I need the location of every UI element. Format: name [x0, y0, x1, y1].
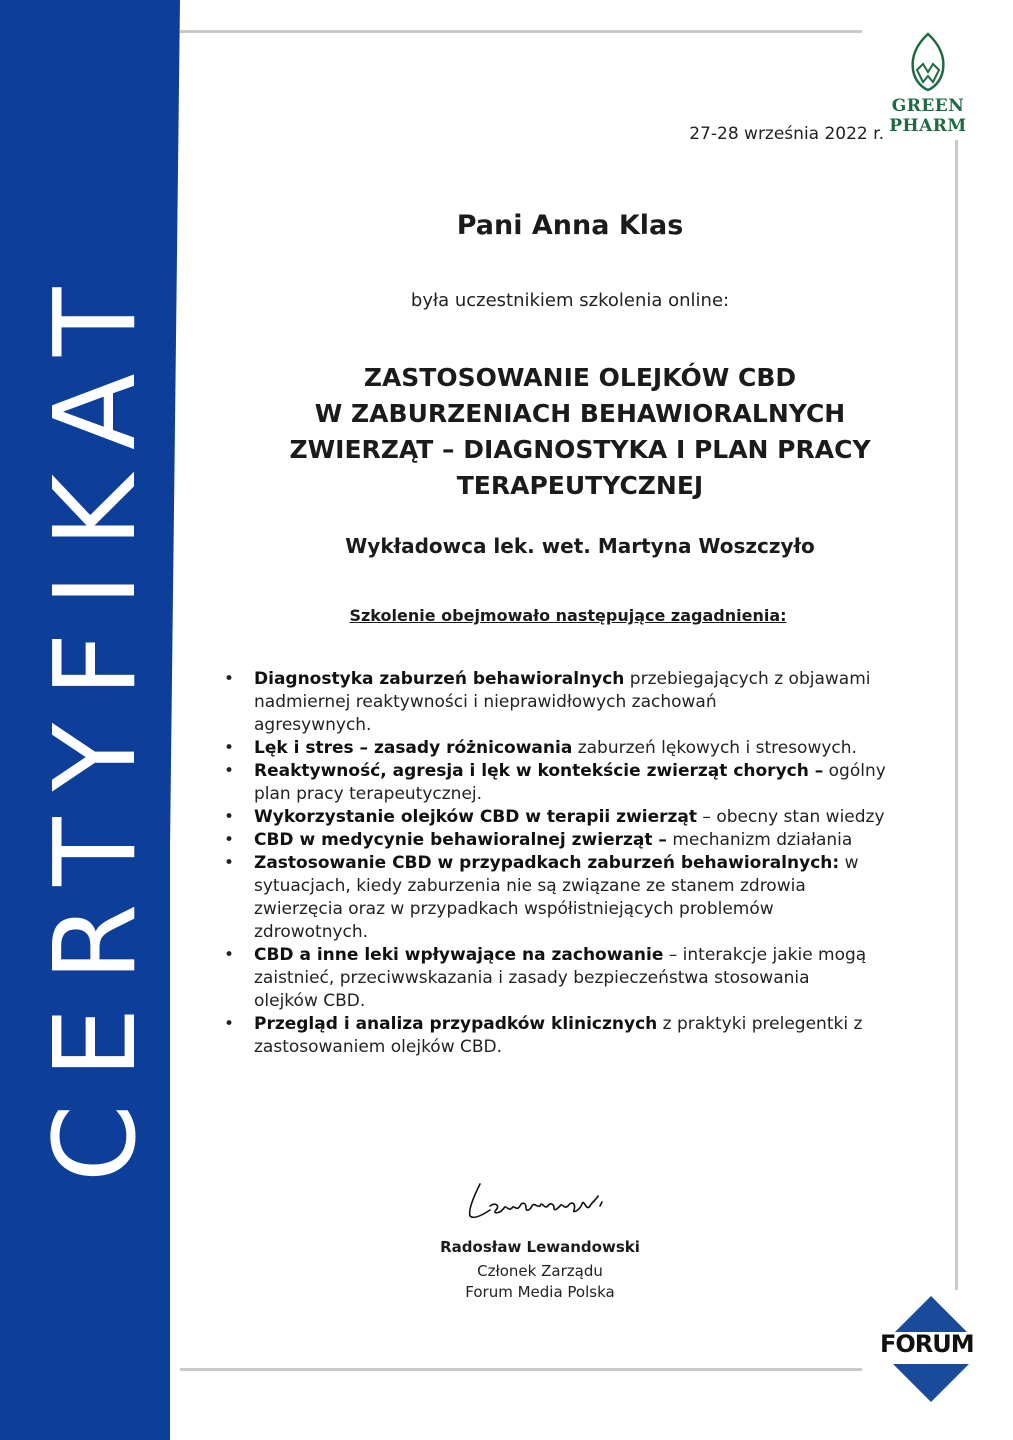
topic-bold: Lęk i stres – zasady różnicowania [254, 738, 573, 758]
topic-bold: Zastosowanie CBD w przypadkach zaburzeń behawioralnych: [254, 853, 840, 873]
topic-text: zaburzeń lękowych i stresowych. [572, 738, 857, 758]
topics-list [224, 668, 904, 1059]
topic-text: – obecny stan wiedzy [697, 807, 885, 827]
topic-text: ogólny plan pracy terapeutycznej. [254, 761, 886, 804]
signer-name: Radosław Lewandowski [440, 1238, 640, 1256]
topic-bold: CBD a inne leki wpływające na zachowanie [254, 945, 664, 965]
lecturer: Wykładowca lek. wet. Martyna Woszczyło [345, 534, 815, 558]
topic-text: – interakcje jakie mogą zaistnieć, przeciwwskazania i zasady bezpieczeństwa stosowania olejków CBD. [254, 945, 867, 1011]
list-item [224, 829, 904, 852]
green-pharm-wordmark: GREEN PHARM [889, 96, 967, 136]
topic-text: mechanizm działania [666, 830, 853, 850]
training-title-line: W ZABURZENIACH BEHAWIORALNYCH [314, 399, 846, 428]
list-item [224, 760, 904, 806]
list-item [224, 806, 904, 829]
topics-heading: Szkolenie obejmowało następujące zagadnienia: [349, 606, 787, 625]
list-item [224, 668, 904, 737]
top-rule [180, 30, 862, 33]
topic-bold: Przegląd i analiza przypadków klinicznych [254, 1014, 658, 1034]
topic-bold: CBD w medycynie behawioralnej zwierząt – [254, 830, 667, 850]
signature-image [460, 1176, 620, 1226]
forum-wordmark: FORUM [880, 1330, 974, 1358]
participation-statement: była uczestnikiem szkolenia online: [410, 290, 730, 311]
list-item [224, 944, 904, 1013]
signer-role: Członek Zarządu [477, 1262, 603, 1280]
topic-text: w sytuacjach, kiedy zaburzenia nie są związane ze stanem zdrowia zwierzęcia oraz w przypadkach współistniejących problemów zdrowotnych. [254, 853, 859, 942]
training-title-line: TERAPEUTYCZNEJ [456, 471, 704, 500]
right-rule [955, 140, 958, 1290]
certificate-vertical-title: CERTYFIKAT [31, 261, 161, 1183]
certificate-date: 27-28 września 2022 r. [689, 124, 884, 144]
leaf-icon [903, 30, 953, 94]
topic-bold: Reaktywność, agresja i lęk w kontekście zwierząt chorych – [254, 761, 824, 781]
training-title-line: ZASTOSOWANIE OLEJKÓW CBD [363, 363, 797, 392]
list-item [224, 737, 904, 760]
topic-bold: Diagnostyka zaburzeń behawioralnych [254, 669, 625, 689]
green-pharm-logo [858, 30, 998, 136]
training-title [250, 360, 910, 504]
list-item [224, 1013, 904, 1059]
training-title-line: ZWIERZĄT – DIAGNOSTYKA I PLAN PRACY [289, 435, 871, 464]
list-item [224, 852, 904, 944]
forum-logo [876, 1294, 986, 1404]
topic-text: przebiegających z objawami nadmiernej reaktywności i nieprawidłowych zachowań agresywnych. [254, 669, 871, 735]
recipient-name: Pani Anna Klas [456, 210, 684, 241]
topic-bold: Wykorzystanie olejków CBD w terapii zwierząt [254, 807, 698, 827]
signer-organization: Forum Media Polska [465, 1283, 615, 1301]
bottom-rule [180, 1368, 862, 1371]
topic-text: z praktyki prelegentki z zastosowaniem olejków CBD. [254, 1014, 863, 1057]
